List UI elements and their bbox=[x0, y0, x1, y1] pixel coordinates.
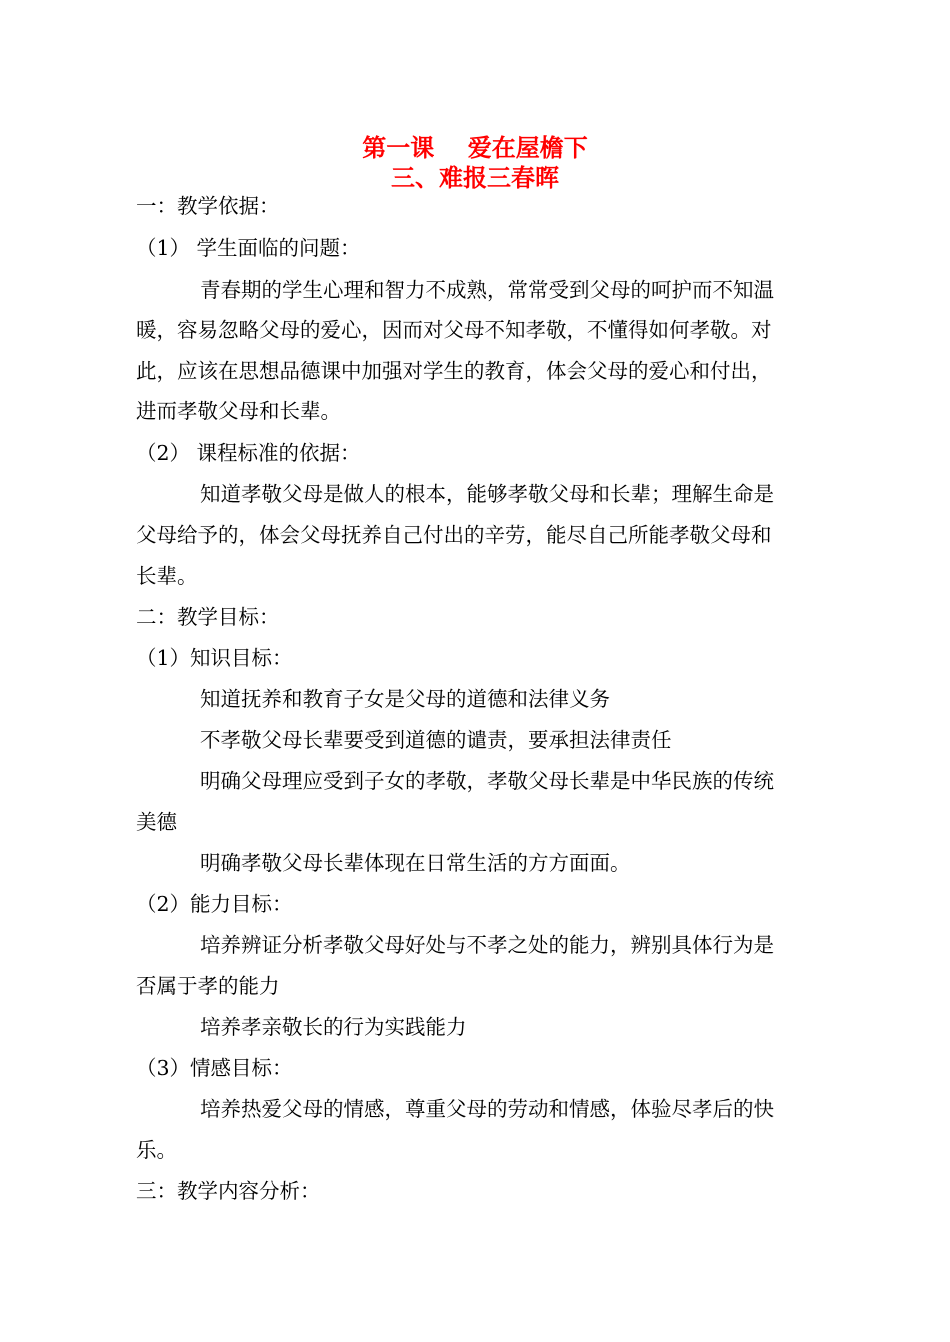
paragraph-line: 明确孝敬父母长辈体现在日常生活的方方面面。 bbox=[200, 851, 631, 875]
subheading-knowledge-goals: （1）知识目标： bbox=[136, 646, 293, 670]
heading-content-analysis: 三：教学内容分析： bbox=[136, 1179, 321, 1203]
paragraph-line: 不孝敬父母长辈要受到道德的谴责，要承担法律责任 bbox=[200, 728, 672, 752]
paragraph-line: 青春期的学生心理和智力不成熟，常常受到父母的呵护而不知温 bbox=[200, 278, 774, 302]
paragraph-line: 培养辨证分析孝敬父母好处与不孝之处的能力，辨别具体行为是 bbox=[200, 933, 774, 957]
subheading-curriculum-standard: （2） 课程标准的依据： bbox=[136, 441, 361, 465]
subheading-student-problems: （1） 学生面临的问题： bbox=[136, 236, 361, 260]
lesson-title: 第一课 爱在屋檐下 bbox=[362, 133, 588, 162]
subheading-emotion-goals: （3）情感目标： bbox=[136, 1056, 293, 1080]
heading-teaching-basis: 一：教学依据： bbox=[136, 194, 280, 218]
paragraph-line: 暖，容易忽略父母的爱心，因而对父母不知孝敬，不懂得如何孝敬。对 bbox=[136, 318, 772, 342]
paragraph-line: 进而孝敬父母和长辈。 bbox=[136, 399, 341, 423]
paragraph-line: 美德 bbox=[136, 810, 177, 834]
paragraph-line: 培养孝亲敬长的行为实践能力 bbox=[200, 1015, 467, 1039]
heading-teaching-goals: 二：教学目标： bbox=[136, 605, 280, 629]
paragraph-line: 父母给予的，体会父母抚养自己付出的辛劳，能尽自己所能孝敬父母和 bbox=[136, 523, 772, 547]
paragraph-line: 乐。 bbox=[136, 1138, 177, 1162]
paragraph-line: 知道抚养和教育子女是父母的道德和法律义务 bbox=[200, 687, 610, 711]
paragraph-line: 明确父母理应受到子女的孝敬，孝敬父母长辈是中华民族的传统 bbox=[200, 769, 774, 793]
paragraph-line: 培养热爱父母的情感，尊重父母的劳动和情感，体验尽孝后的快 bbox=[200, 1097, 774, 1121]
section-title: 三、难报三春晖 bbox=[391, 163, 559, 192]
subheading-ability-goals: （2）能力目标： bbox=[136, 892, 293, 916]
paragraph-line: 此，应该在思想品德课中加强对学生的教育，体会父母的爱心和付出， bbox=[136, 359, 772, 383]
paragraph-line: 知道孝敬父母是做人的根本，能够孝敬父母和长辈；理解生命是 bbox=[200, 482, 774, 506]
paragraph-line: 否属于孝的能力 bbox=[136, 974, 280, 998]
paragraph-line: 长辈。 bbox=[136, 564, 198, 588]
